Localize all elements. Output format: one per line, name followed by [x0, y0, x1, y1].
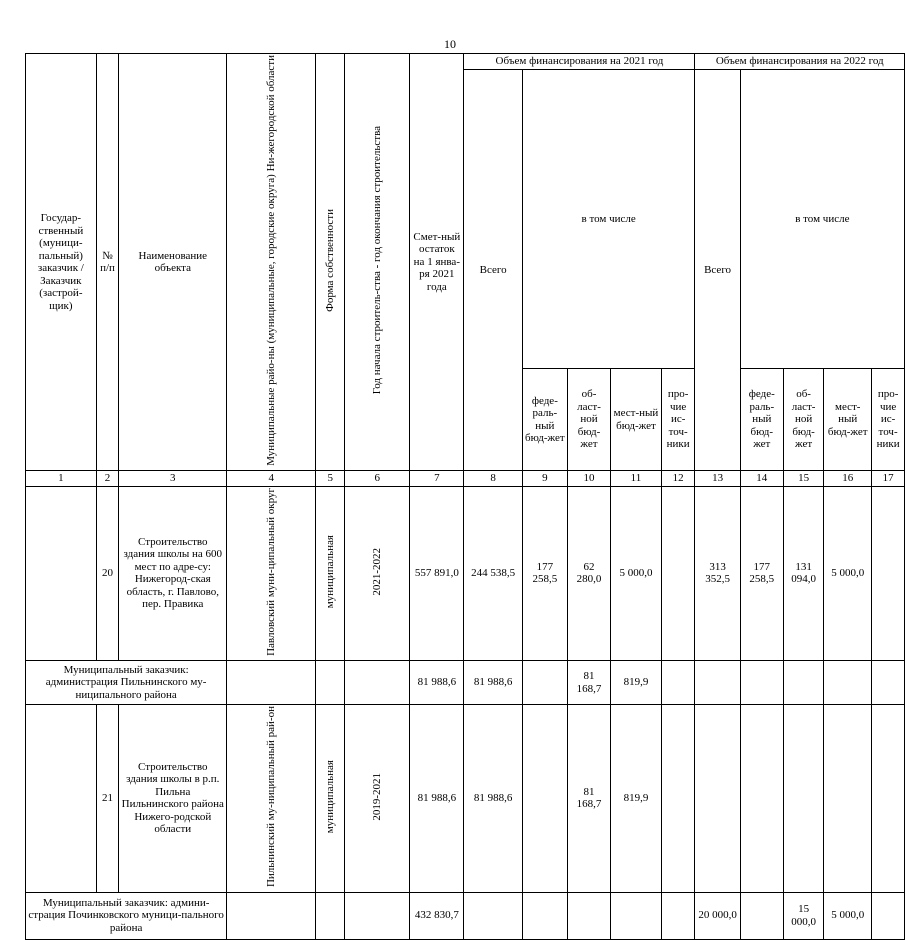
header-num: № п/п	[96, 54, 119, 471]
header-local-2022: мест-ный бюд-жет	[824, 369, 872, 471]
local-2021: 5 000,0	[611, 486, 662, 660]
row-number: 20	[96, 486, 119, 660]
local-2021: 819,9	[611, 661, 662, 705]
column-number: 6	[345, 471, 410, 487]
total-2022: 20 000,0	[695, 892, 740, 939]
column-number: 8	[464, 471, 522, 487]
column-number: 7	[410, 471, 464, 487]
header-fin-2022: Объем финансирования на 2022 год	[695, 54, 905, 70]
row-number: 21	[96, 705, 119, 893]
regional-2021: 81 168,7	[567, 705, 610, 893]
column-number: 14	[740, 471, 783, 487]
header-years: Год начала строитель-ства - год окончания строительства	[371, 126, 384, 395]
page-number: 10	[444, 37, 456, 51]
header-regional-2022: об-ласт-ной бюд-жет	[783, 369, 823, 471]
estimated-balance: 557 891,0	[410, 486, 464, 660]
table-row	[26, 705, 905, 893]
object-name: Строительство здания школы на 600 мест по адре-су: Нижегород-ская область, г. Павлово, пер. Правика	[119, 486, 227, 660]
municipality: Павловский муни-ципальный округ	[265, 487, 278, 656]
regional-2022: 131 094,0	[783, 486, 823, 660]
header-object-name: Наименование объекта	[119, 54, 227, 471]
construction-years: 2021-2022	[371, 547, 384, 596]
header-total-2021: Всего	[464, 69, 522, 471]
local-2021: 819,9	[611, 705, 662, 893]
ownership: муниципальная	[324, 535, 337, 609]
local-2022: 5 000,0	[824, 892, 872, 939]
estimated-balance: 81 988,6	[410, 661, 464, 705]
column-number: 12	[661, 471, 695, 487]
municipal-customer-title: Муниципальный заказчик: администрация Пильнинского му-ниципального района	[26, 661, 227, 705]
column-number: 4	[227, 471, 316, 487]
column-number: 2	[96, 471, 119, 487]
column-number: 5	[316, 471, 345, 487]
federal-2022: 177 258,5	[740, 486, 783, 660]
municipal-customer-title: Муниципальный заказчик: админи-страция Починковского муници-пального района	[26, 892, 227, 939]
column-number: 16	[824, 471, 872, 487]
header-total-2022: Всего	[695, 69, 740, 471]
column-number: 3	[119, 471, 227, 487]
estimated-balance: 81 988,6	[410, 705, 464, 893]
municipality: Пильнинский му-ниципальный рай-он	[265, 706, 278, 888]
other-2021	[661, 486, 695, 660]
header-regional-2021: об-ласт-ной бюд-жет	[567, 369, 610, 471]
header-municipality: Муниципальные райо-ны (муниципальные, городские округа) Ни-жегородской области	[265, 55, 278, 466]
table-row	[26, 661, 905, 705]
estimated-balance: 432 830,7	[410, 892, 464, 939]
column-number: 9	[522, 471, 567, 487]
financing-table	[25, 53, 905, 940]
construction-years: 2019-2021	[371, 772, 384, 821]
column-number: 13	[695, 471, 740, 487]
header-including-2021: в том числе	[522, 69, 695, 369]
column-number: 11	[611, 471, 662, 487]
federal-2021: 177 258,5	[522, 486, 567, 660]
total-2021: 81 988,6	[464, 705, 522, 893]
total-2021: 244 538,5	[464, 486, 522, 660]
column-number: 10	[567, 471, 610, 487]
header-fin-2021: Объем финансирования на 2021 год	[464, 54, 695, 70]
local-2022: 5 000,0	[824, 486, 872, 660]
regional-2022: 15 000,0	[783, 892, 823, 939]
regional-2021: 62 280,0	[567, 486, 610, 660]
table-row	[26, 892, 905, 939]
regional-2021: 81 168,7	[567, 661, 610, 705]
total-2021: 81 988,6	[464, 661, 522, 705]
other-2022	[872, 486, 905, 660]
column-number: 15	[783, 471, 823, 487]
object-name: Строительство здания школы в р.п. Пильна Пильнинского района Нижего-родской области	[119, 705, 227, 893]
ownership: муниципальная	[324, 760, 337, 834]
header-ownership: Форма собственности	[324, 208, 337, 312]
header-federal-2021: феде-раль-ный бюд-жет	[522, 369, 567, 471]
header-other-2022: про-чие ис-точ-ники	[872, 369, 905, 471]
column-number: 1	[26, 471, 97, 487]
column-number: 17	[872, 471, 905, 487]
header-federal-2022: феде-раль-ный бюд-жет	[740, 369, 783, 471]
total-2022: 313 352,5	[695, 486, 740, 660]
header-local-2021: мест-ный бюд-жет	[611, 369, 662, 471]
header-balance: Смет-ный остаток на 1 янва-ря 2021 года	[410, 54, 464, 471]
header-including-2022: в том числе	[740, 69, 904, 369]
table-row	[26, 486, 905, 660]
header-other-2021: про-чие ис-точ-ники	[661, 369, 695, 471]
header-customer: Государ-ственный (муници-пальный) заказчик / Заказчик (застрой-щик)	[26, 54, 97, 471]
